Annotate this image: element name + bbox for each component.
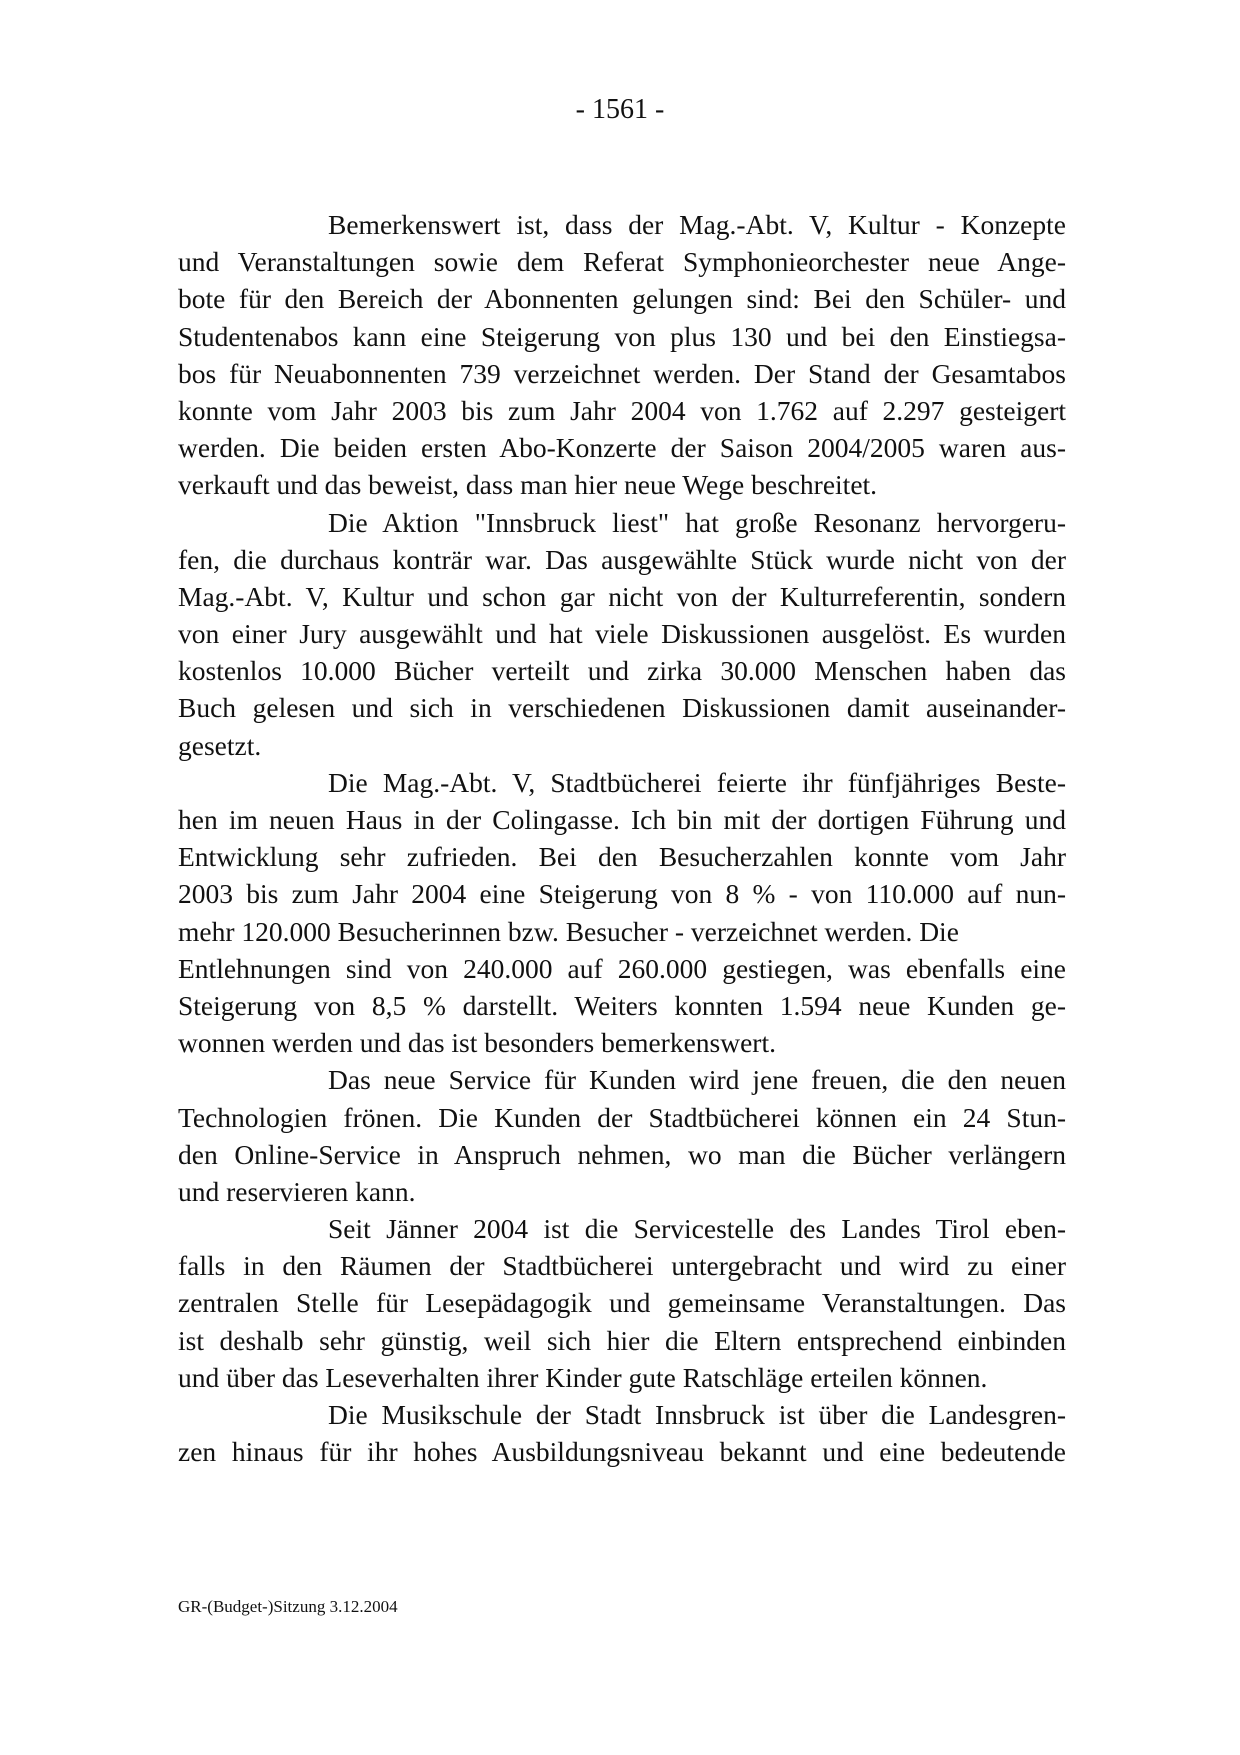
text-line: ist deshalb sehr günstig, weil sich hier die Eltern entsprechend einbinden [178,1324,1066,1356]
page-footer: GR-(Budget-)Sitzung 3.12.2004 [178,1597,398,1616]
text-line: zentralen Stelle für Lesepädagogik und gemeinsame Veranstaltungen. Das [178,1287,1066,1319]
paragraph-6 [178,1396,1066,1470]
text-line: fen, die durchaus konträr war. Das ausgewählte Stück wurde nicht von der [178,543,1066,575]
text-line: Die Aktion "Innsbruck liest" hat große Resonanz hervorgeru- [328,506,1066,538]
text-line: Studentenabos kann eine Steigerung von plus 130 und bei den Einstiegsa- [178,320,1066,352]
text-line: konnte vom Jahr 2003 bis zum Jahr 2004 von 1.762 auf 2.297 gesteigert [178,394,1066,426]
paragraph-1 [178,206,1066,504]
text-line: bos für Neuabonnenten 739 verzeichnet werden. Der Stand der Gesamtabos [178,357,1066,389]
text-line: Die Mag.-Abt. V, Stadtbücherei feierte ihr fünfjähriges Beste- [328,766,1066,798]
text-line: Das neue Service für Kunden wird jene freuen, die den neuen [328,1064,1066,1096]
text-line: hen im neuen Haus in der Colingasse. Ich bin mit der dortigen Führung und [178,804,1066,835]
text-line: wonnen werden und das ist besonders bemerkenswert. [178,1027,776,1059]
text-line: von einer Jury ausgewählt und hat viele Diskussionen ausgelöst. Es wurden [178,618,1066,650]
text-line: verkauft und das beweist, dass man hier neue Wege beschreitet. [178,469,878,501]
text-line: bote für den Bereich der Abonnenten gelungen sind: Bei den Schüler- und [178,283,1066,315]
text-line: falls in den Räumen der Stadtbücherei untergebracht und wird zu einer [178,1250,1066,1282]
text-line: Entwicklung sehr zufrieden. Bei den Besucherzahlen konnte vom Jahr [178,841,1066,873]
text-line: mehr 120.000 Besucherinnen bzw. Besucher - verzeichnet werden. Die [178,915,959,947]
document-body [178,206,1066,1470]
text-line: Entlehnungen sind von 240.000 auf 260.000 gestiegen, was ebenfalls eine [178,952,1066,984]
text-line: werden. Die beiden ersten Abo-Konzerte der Saison 2004/2005 waren aus- [178,432,1066,464]
text-line: zen hinaus für ihr hohes Ausbildungsniveau bekannt und eine bedeutende [178,1436,1066,1468]
text-line: kostenlos 10.000 Bücher verteilt und zirka 30.000 Menschen haben das [178,655,1066,687]
text-line: und über das Leseverhalten ihrer Kinder gute Ratschläge erteilen können. [178,1361,988,1393]
text-line: den Online-Service in Anspruch nehmen, wo man die Bücher verlängern [178,1138,1066,1170]
text-line: Mag.-Abt. V, Kultur und schon gar nicht von der Kulturreferentin, sondern [178,580,1066,612]
paragraph-5 [178,1210,1066,1396]
page-number: - 1561 - [575,94,665,125]
text-line: und reservieren kann. [178,1175,416,1207]
text-line: 2003 bis zum Jahr 2004 eine Steigerung von 8 % - von 110.000 auf nun- [178,878,1066,910]
text-line: Die Musikschule der Stadt Innsbruck ist über die Landesgren- [328,1399,1066,1430]
paragraph-2 [178,504,1066,764]
text-line: Technologien frönen. Die Kunden der Stadtbücherei können ein 24 Stun- [178,1101,1066,1133]
paragraph-4 [178,1061,1066,1210]
text-line: Steigerung von 8,5 % darstellt. Weiters konnten 1.594 neue Kunden ge- [178,989,1066,1021]
text-line: und Veranstaltungen sowie dem Referat Symphonieorchester neue Ange- [178,246,1066,278]
text-line: Bemerkenswert ist, dass der Mag.-Abt. V, Kultur - Konzepte [328,209,1066,240]
text-line: Seit Jänner 2004 ist die Servicestelle des Landes Tirol eben- [328,1213,1066,1245]
paragraph-3 [178,764,1066,1062]
text-line: Buch gelesen und sich in verschiedenen Diskussionen damit auseinander- [178,692,1066,724]
text-line: gesetzt. [178,729,262,761]
